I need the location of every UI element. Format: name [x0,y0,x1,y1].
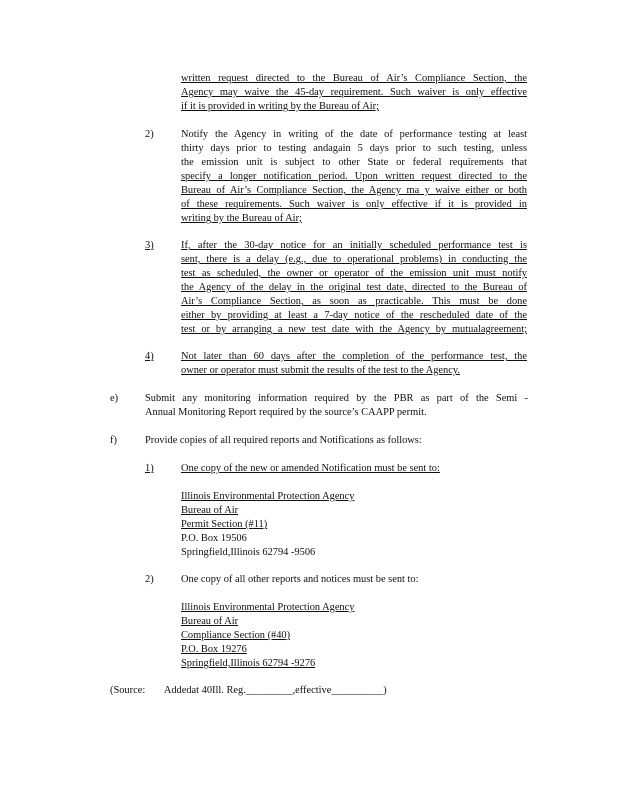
item-4-paragraph [181,350,527,378]
address-line: Illinois Environmental Protection Agency [181,602,355,613]
item-f-paragraph [145,434,528,448]
sub-2-label: 2) [145,574,154,585]
item-2-line: the emission unit is subject to other State or federal requirements that [181,157,527,168]
item-2-line: Notify the Agency in writing of the date of performance testing at least [181,129,527,140]
address-line: Compliance Section (#40) [181,630,291,641]
address-line: Permit Section (#11) [181,519,268,530]
address-line: Bureau of Air [181,505,239,516]
item-3-paragraph [181,239,527,337]
sub-1-heading-text: One copy of the new or amended Notification must be sent to: [181,463,440,474]
item-3-line: Air’s Compliance Section, as soon as practicable. This must be done [181,296,527,307]
sub-2-heading-text: One copy of all other reports and notices must be sent to: [181,574,419,585]
item-e-paragraph [145,392,528,420]
address-line: Springfield,Illinois 62794 -9506 [181,547,316,558]
sub-1-label: 1) [145,463,154,474]
address-line: Bureau of Air [181,616,239,627]
item-2-paragraph [181,128,527,226]
address-line: P.O. Box 19276 [181,644,247,655]
item-3-line: either by providing at least a 7-day notice of the rescheduled date of the [181,310,527,321]
sub-1-address [181,490,354,560]
item-f-line: Provide copies of all required reports and Notifications as follows: [145,435,422,446]
item-3-label: 3) [145,240,154,251]
item-3-line: test or by arranging a new test date with the Agency by mutualagreement; [181,324,527,335]
source-note [110,684,387,698]
intro-line: Agency may waive the 45-day requirement. Such waiver is only effective [181,87,527,98]
item-e-line: Annual Monitoring Report required by the source’s CAAPP permit. [145,407,427,418]
item-3-line: the Agency of the delay in the original test date, directed to the Bureau of [181,282,527,293]
item-3-line: If, after the 30-day notice for an initially scheduled performance test is [181,240,527,251]
item-4-line: Not later than 60 days after the completion of the performance test, the [181,351,527,362]
item-4-line: owner or operator must submit the results of the test to the Agency. [181,365,460,376]
address-line: P.O. Box 19506 [181,533,247,544]
intro-line: if it is provided in writing by the Bureau of Air; [181,101,379,112]
sub-1-heading [181,462,440,476]
sub-2-address [181,601,354,671]
item-3-line: test as scheduled, the owner or operator of the emission unit must notify [181,268,527,279]
address-line: Springfield,Illinois 62794 -9276 [181,658,316,669]
item-e-line: Submit any monitoring information required by the PBR as part of the Semi - [145,393,528,404]
item-3-line: sent, there is a delay (e.g., due to operational problems) in conducting the [181,254,527,265]
sub-2-heading [181,573,418,587]
item-2-line: specify a longer notification period. Upon written request directed to the [181,171,527,182]
item-2-line: writing by the Bureau of Air; [181,213,302,224]
source-blank-effective: __________ [331,685,384,696]
item-4-label: 4) [145,351,154,362]
source-close: ) [383,685,387,696]
item-2-line: thirty days prior to testing andagain 5 days prior to such testing, unless [181,143,527,154]
item-2-line: Bureau of Air’s Compliance Section, the Agency ma y waive either or both [181,185,527,196]
address-line: Illinois Environmental Protection Agency [181,491,355,502]
source-added: Addedat 40Ill. Reg. [163,685,246,696]
source-effective: ,effective [292,685,332,696]
item-e-label: e) [110,393,119,404]
item-2-line: of these requirements. Such waiver is only effective if it is provided in [181,199,527,210]
item-2-label: 2) [145,129,154,140]
intro-line: written request directed to the Bureau of Air’s Compliance Section, the [181,73,527,84]
source-blank-register: _________ [245,685,293,696]
intro-paragraph [181,72,527,114]
source-prefix: (Source: [110,685,146,696]
item-f-label: f) [110,435,117,446]
